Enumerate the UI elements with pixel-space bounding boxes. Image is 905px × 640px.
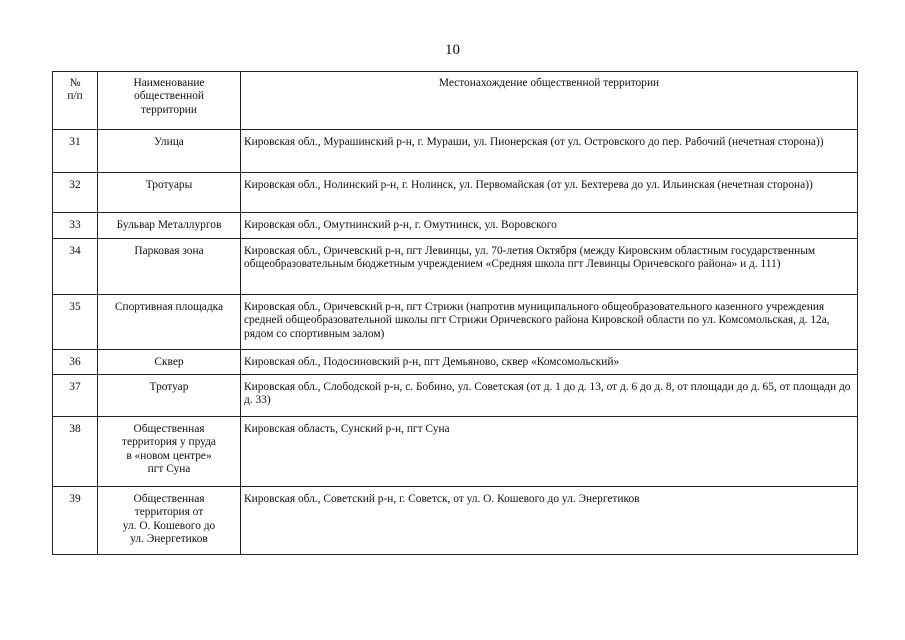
row-num-cell: 36: [53, 350, 98, 375]
row-location-cell: Кировская область, Сунский р-н, пгт Суна: [241, 417, 858, 487]
table-row: [53, 487, 858, 555]
row-location-cell: Кировская обл., Омутнинский р-н, г. Омутнинск, ул. Воровского: [241, 213, 858, 239]
table-row: [53, 173, 858, 213]
table-row: [53, 295, 858, 350]
table-row: [53, 417, 858, 487]
page-number: 10: [445, 42, 460, 58]
row-name-cell: [98, 487, 241, 555]
row-name-cell: Спортивная площадка: [98, 295, 241, 350]
header-cell-location: [241, 72, 858, 130]
row-location-cell: Кировская обл., Подосиновский р-н, пгт Демьяново, сквер «Комсомольский»: [241, 350, 858, 375]
territories-table: [52, 71, 858, 555]
row-name-cell: Парковая зона: [98, 239, 241, 295]
row-name-cell: Тротуары: [98, 173, 241, 213]
header-num-text: № п/п: [67, 77, 83, 103]
row-location-cell: Кировская обл., Слободской р-н, с. Бобино, ул. Советская (от д. 1 до д. 13, от д. 6 до д. 8, от площади до д. 65, от площади до д. 33): [241, 375, 858, 417]
row-location-cell: Кировская обл., Оричевский р-н, пгт Стрижи (напротив муниципального общеобразовательного казенного учреждения средней общеобразовательной школы пгт Стрижи Оричевского района Кировской области по ул. Комсомольская, д. 12а, рядом со спортивным залом): [241, 295, 858, 350]
row-name-cell: Улица: [98, 130, 241, 173]
row-num-cell: 33: [53, 213, 98, 239]
table-row: [53, 130, 858, 173]
row-num-cell: 38: [53, 417, 98, 487]
header-cell-num: [53, 72, 98, 130]
table-row: [53, 239, 858, 295]
row-name-cell: Сквер: [98, 350, 241, 375]
row-name-cell: [98, 417, 241, 487]
row-num-cell: 34: [53, 239, 98, 295]
row-name-cell: Тротуар: [98, 375, 241, 417]
table-row: [53, 350, 858, 375]
row-num-cell: 39: [53, 487, 98, 555]
row-name-text: Общественная территория у пруда в «новом центре» пгт Суна: [122, 423, 216, 476]
table-row: [53, 375, 858, 417]
row-num-cell: 37: [53, 375, 98, 417]
row-location-cell: Кировская обл., Мурашинский р-н, г. Мураши, ул. Пионерская (от ул. Островского до пер. Рабочий (нечетная сторона)): [241, 130, 858, 173]
header-name-text: Наименование общественной территории: [133, 77, 205, 116]
header-cell-name: [98, 72, 241, 130]
row-name-text: Общественная территория от ул. О. Кошевого до ул. Энергетиков: [122, 493, 216, 546]
header-location-text: Местонахождение общественной территории: [438, 77, 660, 89]
row-location-cell: Кировская обл., Оричевский р-н, пгт Левинцы, ул. 70-летия Октября (между Кировским областным государственным общеобразовательным бюджетным учреждением «Средняя школа пгт Левинцы Оричевского района» и д. 111): [241, 239, 858, 295]
row-location-cell: Кировская обл., Советский р-н, г. Советск, от ул. О. Кошевого до ул. Энергетиков: [241, 487, 858, 555]
row-location-cell: Кировская обл., Нолинский р-н, г. Нолинск, ул. Первомайская (от ул. Бехтерева до ул. Ильинская (нечетная сторона)): [241, 173, 858, 213]
row-name-cell: Бульвар Металлургов: [98, 213, 241, 239]
table-header-row: [53, 72, 858, 130]
row-num-cell: 35: [53, 295, 98, 350]
row-num-cell: 31: [53, 130, 98, 173]
table-row: [53, 213, 858, 239]
row-num-cell: 32: [53, 173, 98, 213]
